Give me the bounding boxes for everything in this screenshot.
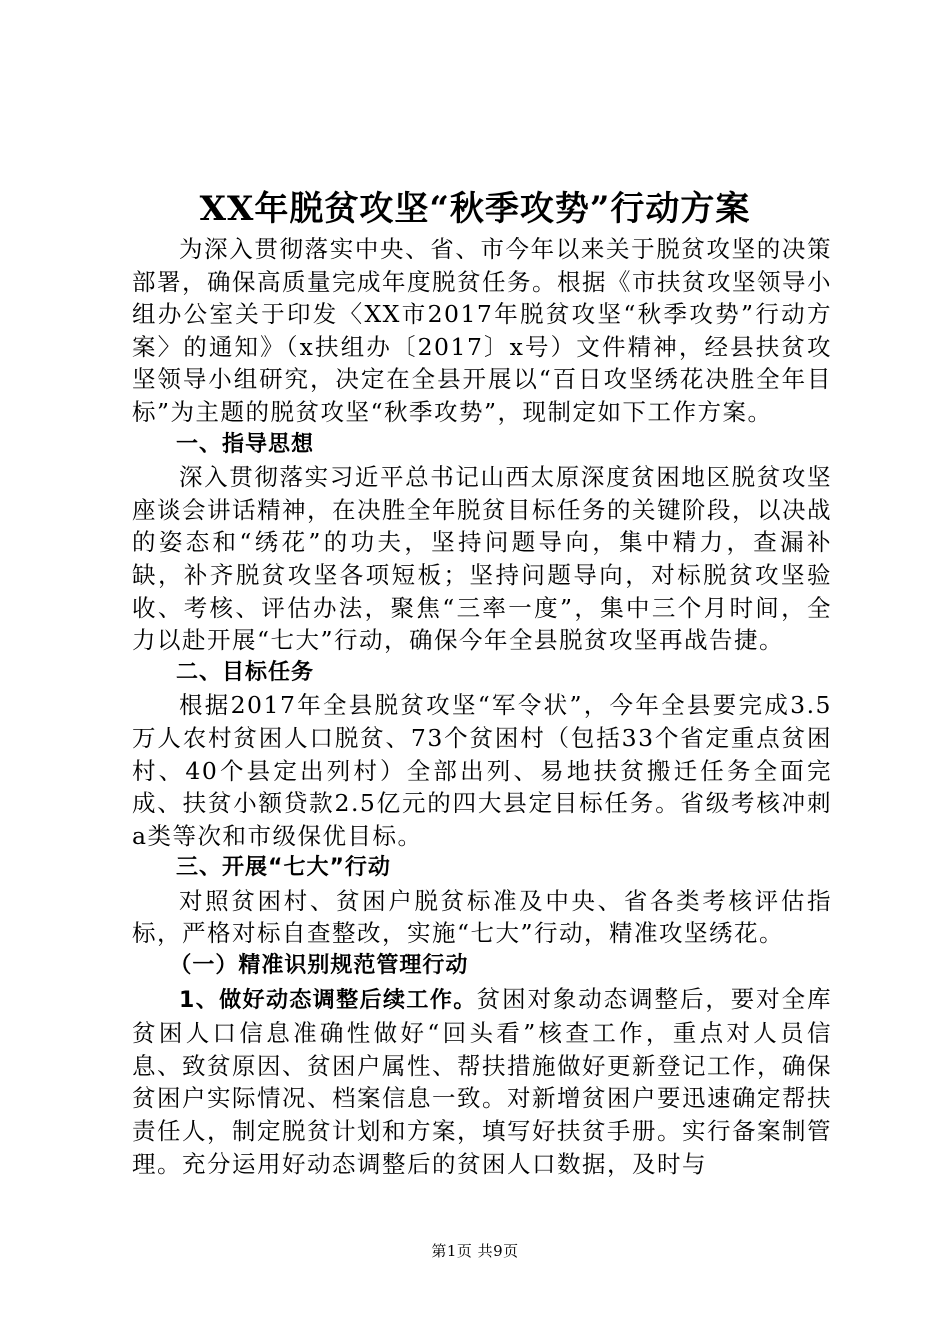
subsection-heading: （一）精准识别规范管理行动 (169, 953, 469, 979)
section-heading-seven-actions: 三、开展“七大”行动 (176, 855, 391, 881)
intro-paragraph: 为深入贯彻落实中央、省、市今年以来关于脱贫攻坚的决策部署，确保高质量完成年度脱贫任务。根据《市扶贫攻坚领导小组办公室关于印发〈XX市2017年脱贫攻坚“秋季攻势”行动方案〉的通知》（x扶组办〔2017〕x号）文件精神，经县扶贫攻坚领导小组研究，决定在全县开展以“百日攻坚绣花决胜全年目标”为主题的脱贫攻坚“秋季攻势”，现制定如下工作方案。 (132, 235, 832, 426)
item-lead-text: 1、做好动态调整后续工作。 (179, 987, 477, 1013)
item-body-text: 贫困对象动态调整后，要对全库贫困人口信息准确性做好“回头看”核查工作，重点对人员信息、致贫原因、贫困户属性、帮扶措施做好更新登记工作，确保贫困户实际情况、档案信息一致。对新增贫困户要迅速确定帮扶责任人，制定脱贫计划和方案，填写好扶贫手册。实行备案制管理。充分运用好动态调整后的贫困人口数据，及时与 (132, 984, 832, 1178)
section-body-guiding-thought: 深入贯彻落实习近平总书记山西太原深度贫困地区脱贫攻坚座谈会讲话精神，在决胜全年脱贫目标任务的关键阶段，以决战的姿态和“绣花”的功夫，坚持问题导向，集中精力，查漏补缺，补齐脱贫攻坚各项短板；坚持问题导向，对标脱贫攻坚验收、考核、评估办法，聚焦“三率一度”，集中三个月时间，全力以赴开展“七大”行动，确保今年全县脱贫攻坚再战告捷。 (132, 463, 832, 655)
section-body-seven-actions: 对照贫困村、贫困户脱贫标准及中央、省各类考核评估指标，严格对标自查整改，实施“七大”行动，精准攻坚绣花。 (132, 886, 832, 948)
page-footer: 第1页 共9页 (431, 1242, 519, 1260)
document-title: XX年脱贫攻坚“秋季攻势”行动方案 (199, 189, 751, 229)
section-heading-guiding-thought: 一、指导思想 (176, 431, 315, 457)
document-body (132, 233, 832, 1180)
section-heading-goals: 二、目标任务 (176, 659, 315, 685)
subsection-item-paragraph (132, 983, 832, 1181)
section-body-goals: 根据2017年全县脱贫攻坚“军令状”，今年全县要完成3.5万人农村贫困人口脱贫、73个贫困村（包括33个省定重点贫困村、40个县定出列村）全部出列、易地扶贫搬迁任务全面完成、扶贫小额贷款2.5亿元的四大县定目标任务。省级考核冲刺a类等次和市级保优目标。 (132, 691, 832, 850)
